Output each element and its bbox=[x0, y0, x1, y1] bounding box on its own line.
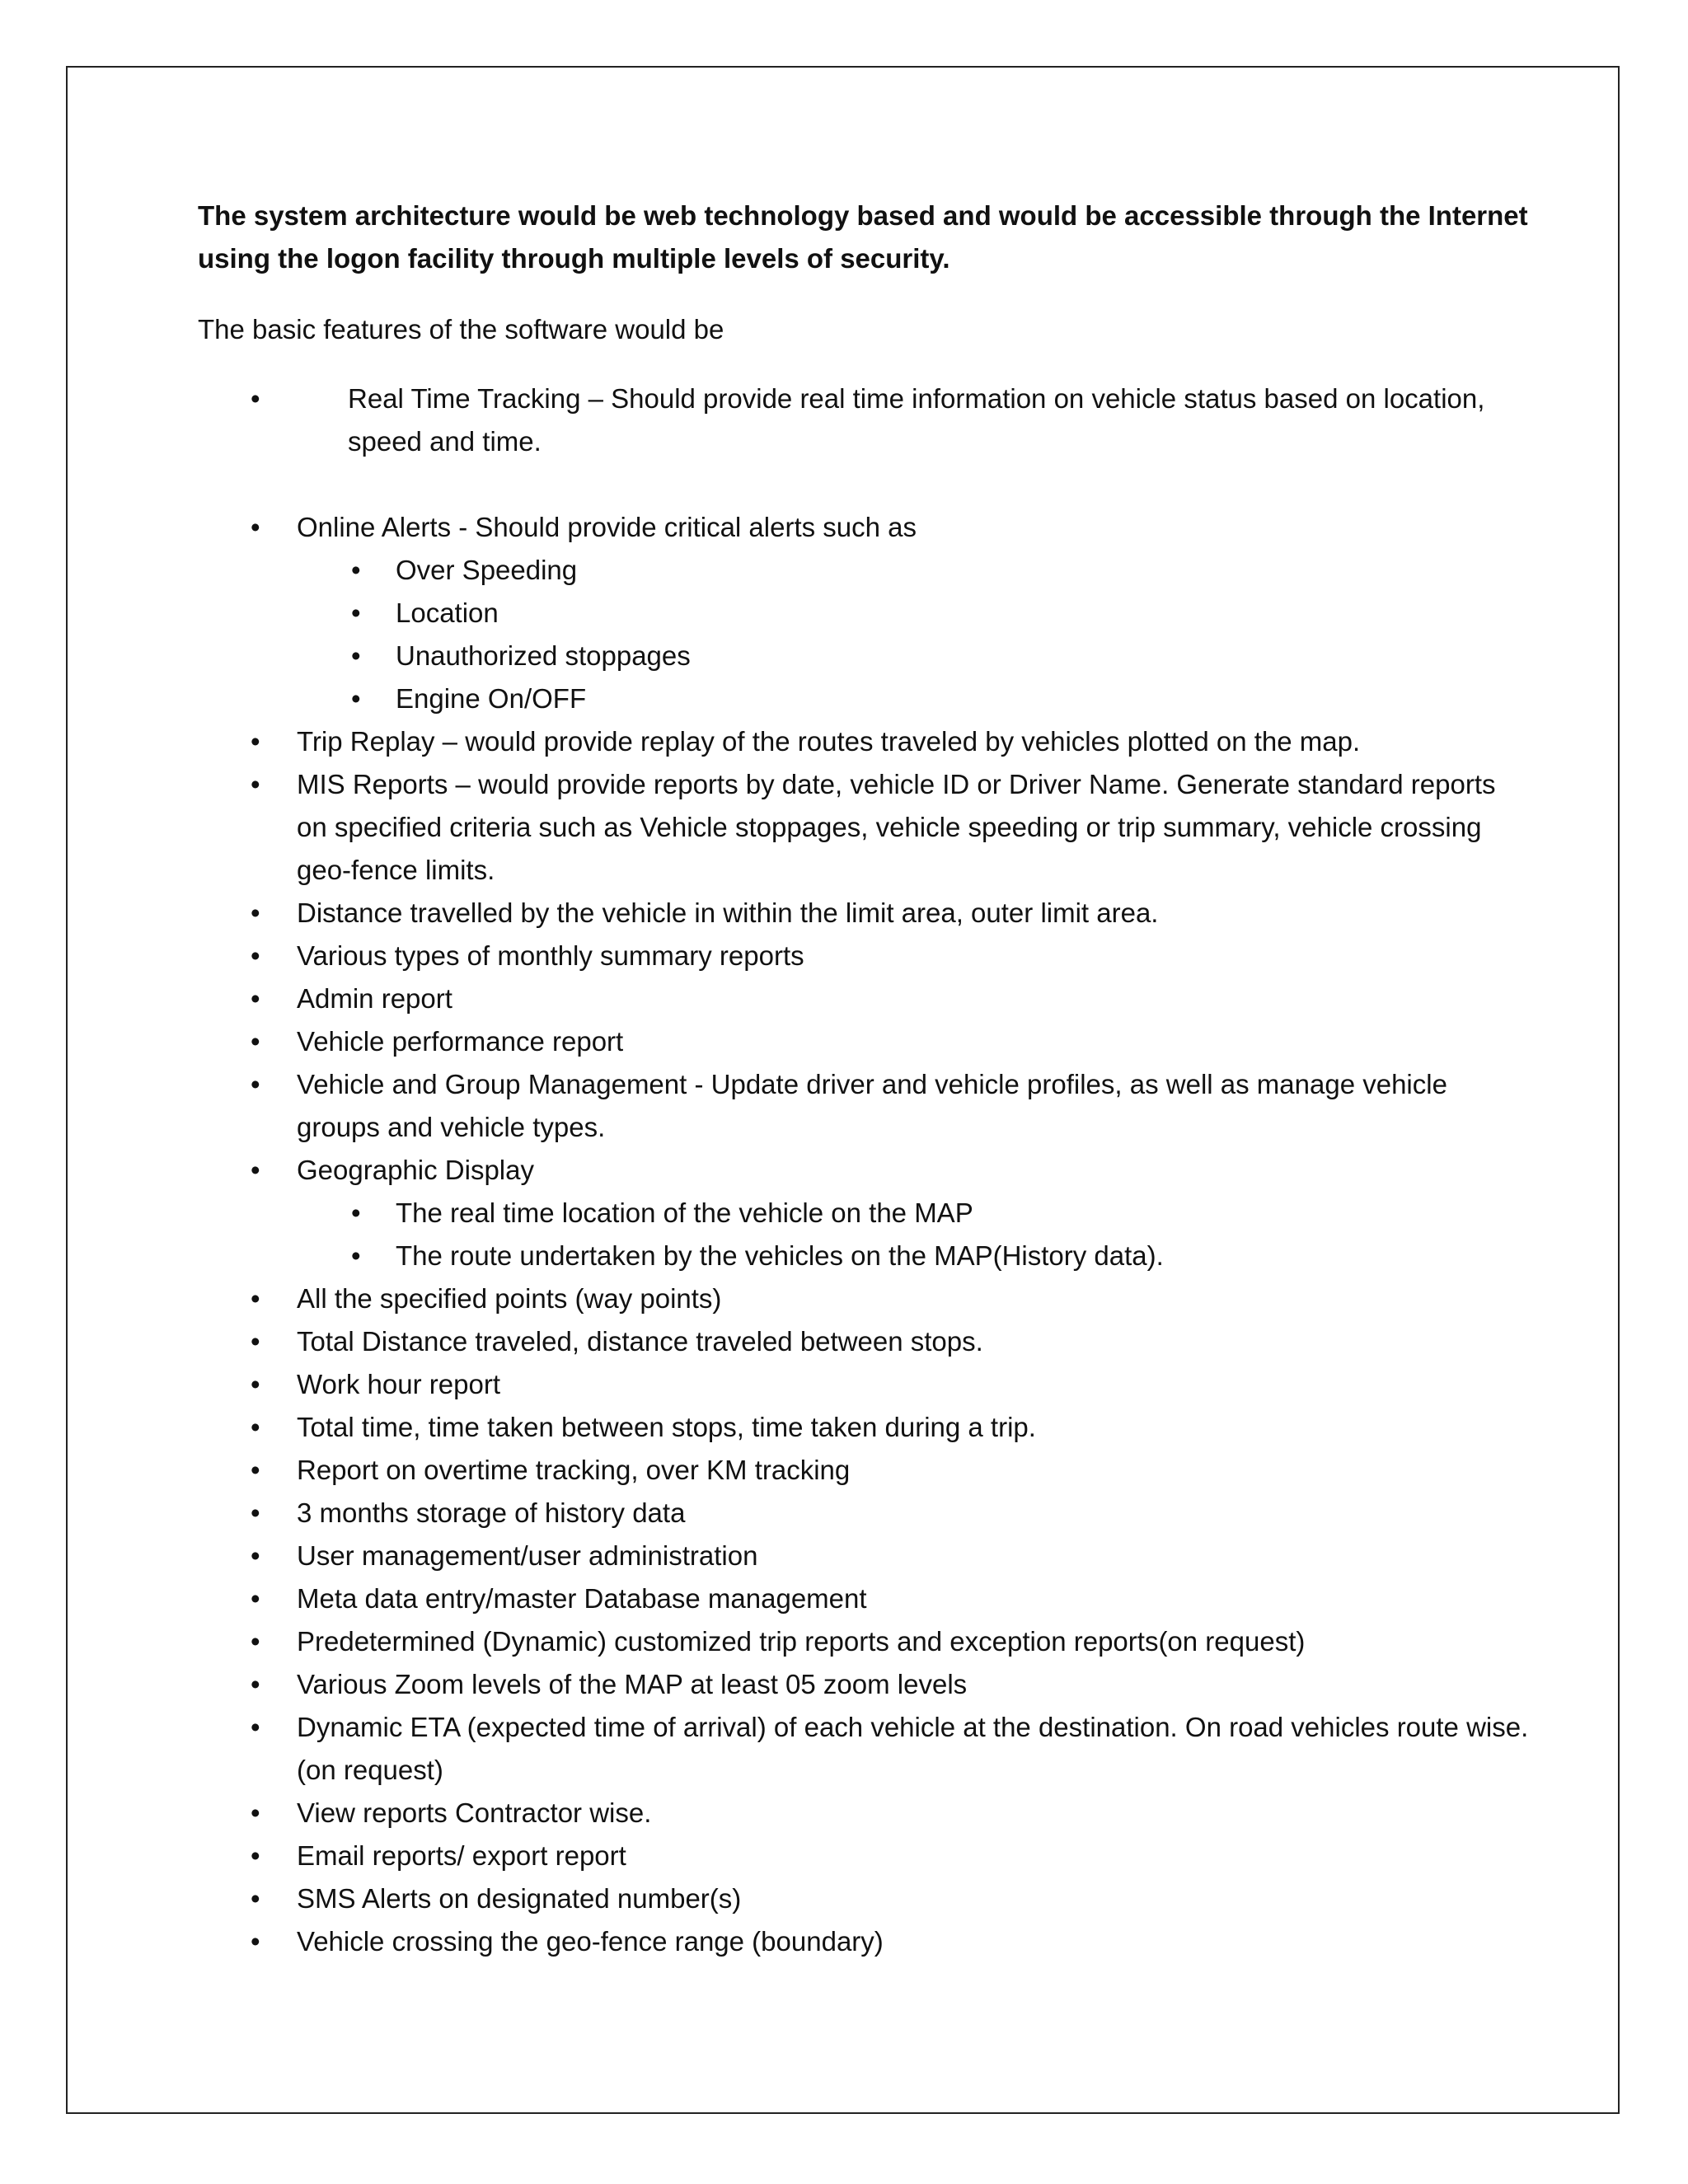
feature-item bbox=[198, 1792, 1533, 1835]
feature-text: Trip Replay – would provide replay of the routes traveled by vehicles plotted on the map. bbox=[297, 726, 1361, 757]
feature-text: Dynamic ETA (expected time of arrival) of each vehicle at the destination. On road vehicles route wise. (on request) bbox=[297, 1712, 1529, 1785]
bullet: • bbox=[251, 1583, 260, 1614]
feature-item bbox=[198, 1577, 1533, 1620]
bullet: • bbox=[251, 1540, 260, 1571]
features-lead: The basic features of the software would be bbox=[198, 314, 724, 344]
feature-text: 3 months storage of history data bbox=[297, 1497, 686, 1528]
feature-item bbox=[198, 720, 1533, 763]
bullet: • bbox=[251, 1326, 260, 1357]
feature-text: Total time, time taken between stops, time taken during a trip. bbox=[297, 1412, 1036, 1442]
feature-item bbox=[198, 1920, 1533, 1963]
bullet: • bbox=[251, 1497, 260, 1528]
intro-paragraph: The system architecture would be web technology based and would be accessible through the Internet using the logon facility through multiple levels of security. bbox=[198, 200, 1528, 274]
alert-subitem bbox=[198, 635, 1533, 677]
bullet: • bbox=[251, 1069, 260, 1099]
bullet: • bbox=[251, 1155, 260, 1185]
bullet: • bbox=[251, 1797, 260, 1828]
bullet: • bbox=[251, 383, 260, 414]
document-body bbox=[198, 194, 1533, 1963]
alert-subitem bbox=[198, 549, 1533, 592]
feature-text: Meta data entry/master Database management bbox=[297, 1583, 867, 1614]
bullet: • bbox=[251, 1455, 260, 1485]
bullet: • bbox=[251, 1283, 260, 1314]
feature-item bbox=[198, 1149, 1533, 1192]
feature-text: Work hour report bbox=[297, 1369, 500, 1399]
alert-subitem bbox=[198, 677, 1533, 720]
feature-text: Various types of monthly summary reports bbox=[297, 940, 804, 971]
feature-text: Vehicle and Group Management - Update driver and vehicle profiles, as well as manage vehicle groups and vehicle types. bbox=[297, 1069, 1447, 1142]
bullet: • bbox=[251, 1369, 260, 1399]
feature-item bbox=[198, 1449, 1533, 1492]
feature-text: User management/user administration bbox=[297, 1540, 758, 1571]
feature-item bbox=[198, 1363, 1533, 1406]
feature-item bbox=[198, 1663, 1533, 1706]
feature-item bbox=[198, 1406, 1533, 1449]
feature-text: Online Alerts - Should provide critical alerts such as bbox=[297, 512, 917, 542]
feature-text: View reports Contractor wise. bbox=[297, 1797, 652, 1828]
bullet: • bbox=[351, 1240, 361, 1271]
feature-item bbox=[198, 1277, 1533, 1320]
bullet: • bbox=[251, 898, 260, 928]
bullet: • bbox=[351, 1197, 361, 1228]
bullet: • bbox=[251, 769, 260, 799]
subitem-text: Unauthorized stoppages bbox=[396, 640, 691, 671]
bullet: • bbox=[251, 1669, 260, 1699]
feature-text: Distance travelled by the vehicle in within the limit area, outer limit area. bbox=[297, 898, 1159, 928]
bullet: • bbox=[351, 555, 361, 585]
bullet: • bbox=[251, 1712, 260, 1742]
feature-text: Predetermined (Dynamic) customized trip reports and exception reports(on request) bbox=[297, 1626, 1306, 1657]
feature-text: Geographic Display bbox=[297, 1155, 534, 1185]
feature-text: Email reports/ export report bbox=[297, 1840, 626, 1871]
feature-item bbox=[198, 1020, 1533, 1063]
bullet: • bbox=[251, 726, 260, 757]
bullet: • bbox=[251, 940, 260, 971]
bullet: • bbox=[251, 512, 260, 542]
feature-item bbox=[198, 1320, 1533, 1363]
feature-item bbox=[198, 377, 1533, 463]
feature-item bbox=[198, 763, 1533, 892]
feature-item bbox=[198, 935, 1533, 977]
feature-item bbox=[198, 1620, 1533, 1663]
subitem-text: Over Speeding bbox=[396, 555, 578, 585]
alert-subitem bbox=[198, 592, 1533, 635]
feature-text: Vehicle performance report bbox=[297, 1026, 624, 1057]
bullet: • bbox=[351, 598, 361, 628]
feature-item bbox=[198, 1835, 1533, 1877]
feature-text: Total Distance traveled, distance traveled between stops. bbox=[297, 1326, 983, 1357]
subitem-text: Location bbox=[396, 598, 499, 628]
feature-text: Real Time Tracking – Should provide real time information on vehicle status based on location, speed and time. bbox=[348, 383, 1485, 457]
bullet: • bbox=[251, 1626, 260, 1657]
bullet: • bbox=[251, 1926, 260, 1957]
feature-item bbox=[198, 506, 1533, 549]
bullet: • bbox=[351, 640, 361, 671]
bullet: • bbox=[251, 1412, 260, 1442]
feature-text: All the specified points (way points) bbox=[297, 1283, 722, 1314]
feature-text: Admin report bbox=[297, 983, 452, 1014]
feature-text: Vehicle crossing the geo-fence range (boundary) bbox=[297, 1926, 884, 1957]
subitem-text: Engine On/OFF bbox=[396, 683, 587, 714]
feature-item bbox=[198, 1063, 1533, 1149]
feature-text: Report on overtime tracking, over KM tracking bbox=[297, 1455, 851, 1485]
feature-text: Various Zoom levels of the MAP at least 05 zoom levels bbox=[297, 1669, 968, 1699]
bullet: • bbox=[251, 983, 260, 1014]
bullet: • bbox=[251, 1840, 260, 1871]
feature-item bbox=[198, 1877, 1533, 1920]
feature-item bbox=[198, 1535, 1533, 1577]
feature-item bbox=[198, 892, 1533, 935]
geo-subitem bbox=[198, 1235, 1533, 1277]
bullet: • bbox=[351, 683, 361, 714]
bullet: • bbox=[251, 1883, 260, 1914]
feature-item bbox=[198, 1706, 1533, 1792]
feature-text: MIS Reports – would provide reports by date, vehicle ID or Driver Name. Generate standard reports on specified criteria such as Vehicle stoppages, vehicle speeding or trip summary, vehicle crossing geo-fence limits. bbox=[297, 769, 1496, 885]
feature-item bbox=[198, 1492, 1533, 1535]
feature-text: SMS Alerts on designated number(s) bbox=[297, 1883, 742, 1914]
subitem-text: The route undertaken by the vehicles on the MAP(History data). bbox=[396, 1240, 1164, 1271]
feature-item bbox=[198, 977, 1533, 1020]
bullet: • bbox=[251, 1026, 260, 1057]
subitem-text: The real time location of the vehicle on the MAP bbox=[396, 1197, 973, 1228]
geo-subitem bbox=[198, 1192, 1533, 1235]
